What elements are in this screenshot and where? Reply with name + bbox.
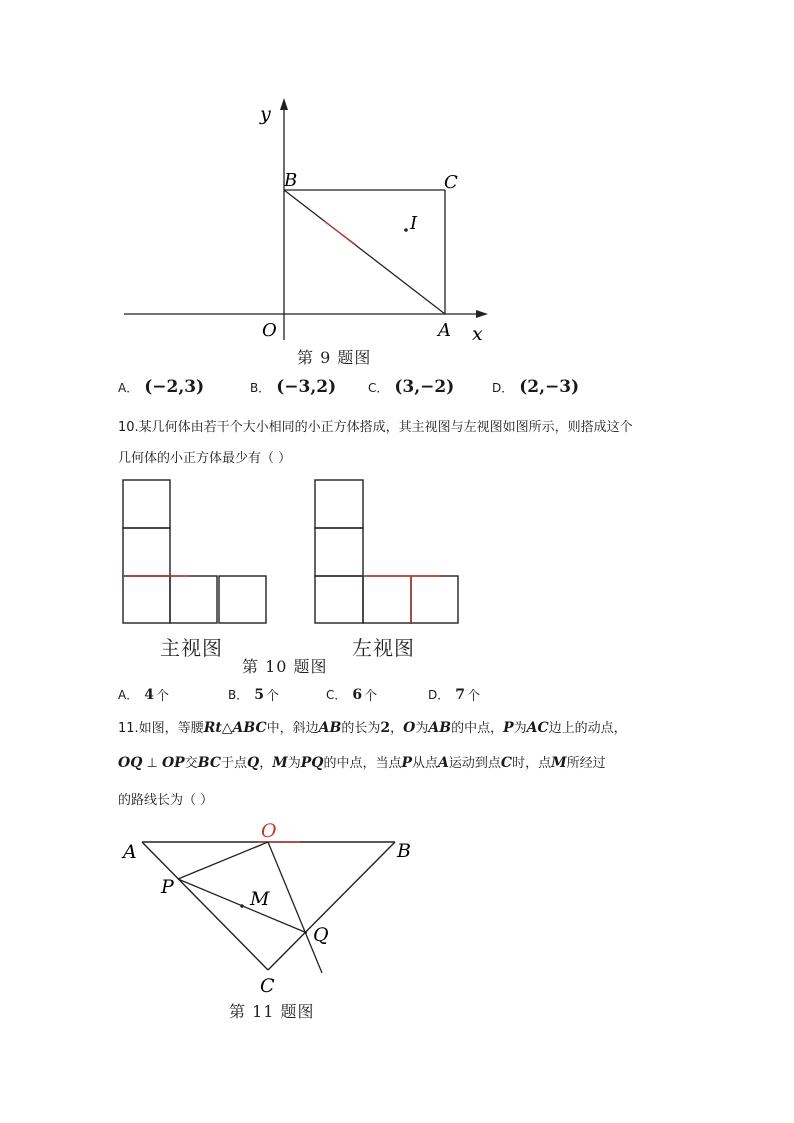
q9-option-c: [368, 377, 454, 397]
q9-label-b: B: [284, 170, 298, 191]
q10-front-cube-bottom-3: [219, 576, 266, 623]
q11-caption: 第 11 题图: [229, 1002, 315, 1021]
q11-l1-t1: 11.如图，等腰: [118, 721, 204, 736]
q10-front-view: [118, 476, 273, 628]
q10-option-b: [228, 685, 279, 704]
q9-label-o: O: [262, 320, 277, 341]
q11-l2-t8: 运动到点: [448, 756, 501, 771]
q10-option-d-letter: D．: [428, 688, 450, 702]
q10-stem-line2: 几何体的小正方体最少有（ ）: [118, 451, 292, 466]
q10-left-cube-bottom-2: [363, 576, 411, 623]
q9-label-a: A: [438, 320, 451, 341]
q11-stem-line3: 的路线长为（ ）: [118, 793, 214, 808]
q9-y-arrow: [280, 98, 288, 110]
q11-l1-t8: 边上的动点，: [548, 721, 627, 736]
q9-option-b-letter: B．: [250, 380, 271, 395]
q10-front-cube-top: [123, 480, 170, 528]
q10-left-cube-bottom-1: [315, 576, 363, 623]
q9-caption: 第 9 题图: [297, 348, 372, 367]
q10-caption: 第 10 题图: [242, 657, 328, 676]
q11-l2-m7: P: [401, 755, 413, 771]
q10-option-c: [326, 685, 377, 704]
q11-label-o: O: [261, 820, 277, 842]
q10-option-c-letter: C．: [326, 688, 347, 702]
q11-l2-t3: 于点: [220, 756, 247, 771]
q11-label-q: Q: [313, 924, 329, 946]
q11-l2-t4: ，: [259, 756, 273, 771]
q9-label-c: C: [444, 172, 458, 193]
q10-front-cube-mid: [123, 528, 170, 576]
q10-option-b-unit: 个: [265, 689, 279, 704]
q11-label-b: B: [397, 840, 411, 862]
q11-l2-m2: OP: [161, 755, 185, 771]
q9-label-y: y: [260, 103, 271, 125]
q11-l2-t5: 为: [287, 756, 301, 771]
q11-l2-t7: 从点: [412, 756, 439, 771]
q9-option-a-value: (−2,3): [144, 377, 205, 397]
q10-option-c-unit: 个: [364, 689, 378, 704]
q9-option-d: [492, 377, 579, 397]
q11-figure: [115, 815, 425, 1000]
q10-option-a-unit: 个: [155, 689, 169, 704]
q11-l1-t3: 的长为: [341, 721, 381, 736]
q11-l1-m6: P: [503, 720, 514, 736]
q11-l2-m4: Q: [247, 755, 260, 771]
q11-l2-t10: 所经过: [566, 756, 606, 771]
q9-option-c-value: (3,−2): [394, 377, 455, 397]
q11-stem-line2: [118, 752, 606, 771]
q11-l1-m2: AB: [318, 720, 342, 736]
q9-option-a: [118, 377, 204, 397]
q11-l2-m6: PQ: [300, 755, 324, 771]
q10-option-b-value: 5: [254, 686, 264, 703]
q10-option-d-unit: 个: [467, 689, 481, 704]
q9-option-a-letter: A．: [118, 380, 139, 395]
q9-x-arrow: [476, 310, 488, 318]
q11-label-c: C: [260, 975, 275, 997]
q10-stem-line1: 10.某几何体由若干个大小相同的小正方体搭成，其主视图与左视图如图所示，则搭成这个: [118, 420, 633, 435]
q10-left-view: [310, 476, 465, 628]
q9-figure: [110, 90, 510, 350]
q10-left-label: 左视图: [352, 636, 415, 660]
q9-label-x: x: [472, 323, 483, 345]
q11-stem-line1: [118, 717, 627, 736]
q11-l1-m3: 2: [380, 720, 391, 736]
q11-l2-t2: 交: [184, 756, 198, 771]
q11-label-p: P: [161, 876, 174, 898]
q11-segment-bc: [268, 842, 395, 970]
q10-left-cube-bottom-3: [411, 576, 458, 623]
q11-l1-t6: 的中点，: [451, 721, 504, 736]
q9-option-c-letter: C．: [368, 380, 389, 395]
q10-front-cube-bottom-2: [170, 576, 217, 623]
q11-l1-t4: ，: [390, 721, 404, 736]
q10-option-b-letter: B．: [228, 688, 249, 702]
q11-l2-m8: A: [438, 755, 449, 771]
q11-l1-m5: AB: [428, 720, 452, 736]
q11-l2-m3: BC: [197, 755, 221, 771]
q11-segment-oq: [268, 842, 322, 973]
q11-label-a: A: [123, 841, 137, 863]
q11-l1-t2: 中，斜边: [266, 721, 319, 736]
q11-label-m: M: [250, 888, 270, 910]
q9-option-d-letter: D．: [492, 380, 514, 395]
q11-l1-t7: 为: [513, 721, 527, 736]
q11-l1-m4: O: [403, 720, 416, 736]
q9-segment-ba-red: [324, 221, 356, 245]
q10-option-a-value: 4: [144, 686, 154, 703]
q9-label-i: I: [410, 213, 418, 234]
q11-l1-m1: Rt△ABC: [203, 720, 267, 736]
q11-l2-t1: ⊥: [142, 756, 162, 771]
q10-option-d-value: 7: [455, 686, 465, 703]
q9-option-b-value: (−3,2): [276, 377, 337, 397]
q9-point-i-dot: [404, 228, 408, 232]
q10-front-label: 主视图: [160, 636, 223, 660]
q11-l2-m1: OQ: [118, 755, 143, 771]
q11-l2-m5: M: [272, 755, 288, 771]
q11-l1-m7: AC: [526, 720, 549, 736]
q10-left-cube-mid: [315, 528, 363, 576]
q10-option-d: [428, 685, 480, 704]
q11-segment-op: [178, 842, 268, 879]
q11-l2-t6: 的中点，当点: [323, 756, 402, 771]
q11-l2-t9: 时，点: [512, 756, 552, 771]
q10-left-cube-top: [315, 480, 363, 528]
q11-point-m-dot: [240, 904, 244, 908]
q9-option-d-value: (2,−3): [519, 377, 580, 397]
q10-front-cube-bottom-1: [123, 576, 170, 623]
q10-option-a: [118, 685, 169, 704]
q9-segment-ba: [284, 190, 445, 314]
q11-l2-m9: C: [500, 755, 513, 771]
q9-option-b: [250, 377, 336, 397]
q11-l2-m10: M: [551, 755, 567, 771]
q10-option-a-letter: A．: [118, 688, 139, 702]
q10-option-c-value: 6: [352, 686, 363, 703]
q11-l1-t5: 为: [415, 721, 429, 736]
